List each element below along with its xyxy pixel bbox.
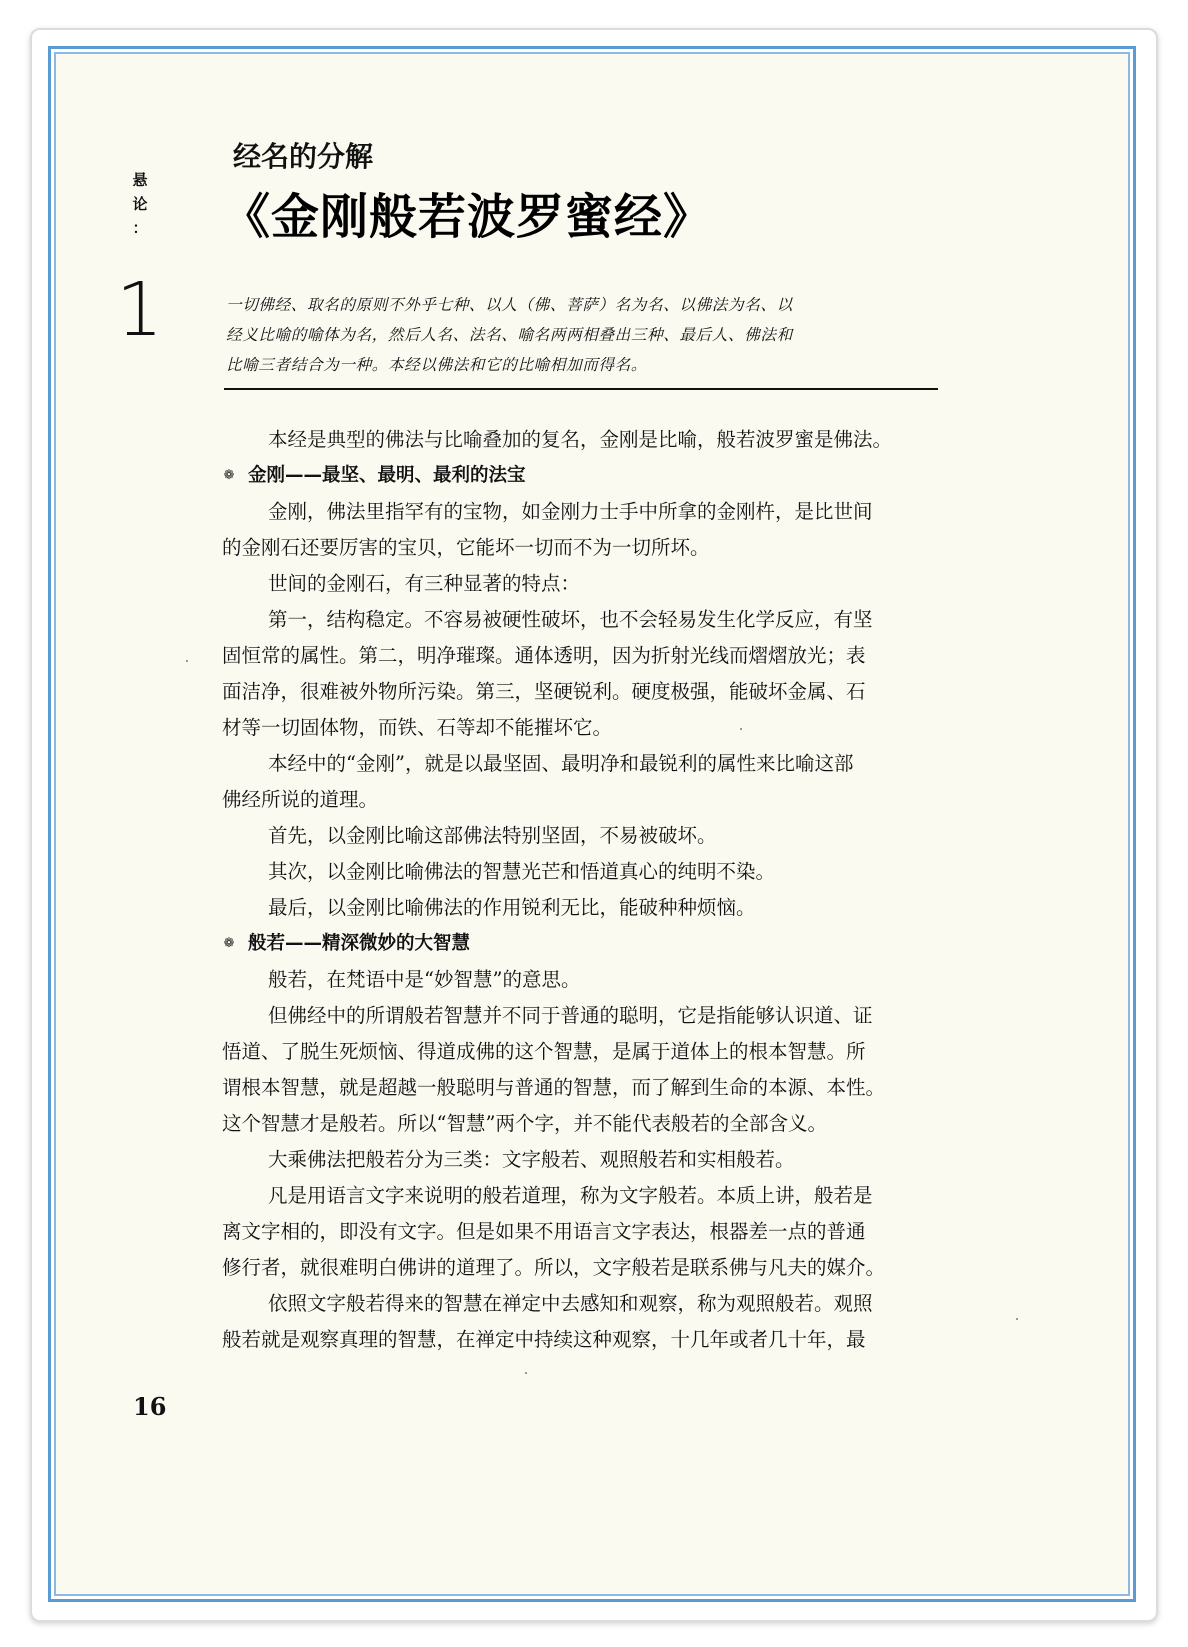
paragraph-line: 固恒常的属性。第二，明净璀璨。通体透明，因为折射光线而熠熠放光；表 — [222, 644, 866, 667]
scan-speck — [740, 728, 742, 730]
paragraph-line: 但佛经中的所谓般若智慧并不同于普通的聪明，它是指能够认识道、证 — [268, 1004, 873, 1027]
paragraph-line: 本经中的“金刚”，就是以最坚固、最明净和最锐利的属性来比喻这部 — [268, 752, 854, 775]
scan-speck — [186, 660, 188, 662]
subheading-text: 金刚——最坚、最明、最利的法宝 — [248, 465, 526, 486]
paragraph-line: 般若，在梵语中是“妙智慧”的意思。 — [268, 968, 581, 991]
paragraph-line: 本经是典型的佛法与比喻叠加的复名，金刚是比喻，般若波罗蜜是佛法。 — [268, 428, 893, 451]
paragraph-line: 大乘佛法把般若分为三类：文字般若、观照般若和实相般若。 — [268, 1148, 795, 1171]
abstract — [226, 290, 938, 380]
scan-speck — [525, 1372, 527, 1374]
abstract-line: 经义比喻的喻体为名，然后人名、法名、喻名两两相叠出三种、最后人、佛法和 — [226, 326, 793, 344]
paragraph-line: 首先，以金刚比喻这部佛法特别坚固，不易被破坏。 — [268, 824, 717, 847]
paragraph-line: 材等一切固体物，而铁、石等却不能摧坏它。 — [222, 716, 613, 739]
paragraph-line: 世间的金刚石，有三种显著的特点： — [268, 572, 581, 595]
paragraph-line: 其次，以金刚比喻佛法的智慧光芒和悟道真心的纯明不染。 — [268, 860, 776, 883]
body-text — [222, 422, 938, 1358]
abstract-line: 一切佛经、取名的原则不外乎七种、以人（佛、菩萨）名为名、以佛法为名、以 — [226, 296, 793, 314]
subheading-text: 般若——精深微妙的大智慧 — [248, 933, 471, 954]
paragraph-line: 最后，以金刚比喻佛法的作用锐利无比，能破种种烦恼。 — [268, 896, 756, 919]
section-subtitle: 经名的分解 — [233, 140, 374, 173]
chapter-number: 1 — [116, 267, 164, 353]
subheading-prajna — [222, 926, 938, 962]
flower-bullet-icon: ❁ — [223, 936, 235, 951]
page-number: 16 — [133, 1392, 167, 1421]
paragraph-line: 般若就是观察真理的智慧，在禅定中持续这种观察，十几年或者几十年，最 — [222, 1328, 866, 1351]
abstract-line: 比喻三者结合为一种。本经以佛法和它的比喻相加而得名。 — [226, 356, 648, 374]
section-title: 《金刚般若波罗蜜经》 — [222, 189, 713, 245]
side-label-char: ： — [132, 219, 148, 237]
paragraph-line: 第一，结构稳定。不容易被硬性破坏，也不会轻易发生化学反应，有坚 — [268, 608, 873, 631]
paragraph-line: 凡是用语言文字来说明的般若道理，称为文字般若。本质上讲，般若是 — [268, 1184, 873, 1207]
paragraph-line: 修行者，就很难明白佛讲的道理了。所以，文字般若是联系佛与凡夫的媒介。 — [222, 1256, 886, 1279]
paragraph-line: 金刚，佛法里指罕有的宝物，如金刚力士手中所拿的金刚杵，是比世间 — [268, 500, 873, 523]
scan-speck — [1016, 1318, 1018, 1320]
paragraph-line: 依照文字般若得来的智慧在禅定中去感知和观察，称为观照般若。观照 — [268, 1292, 873, 1315]
paragraph-line: 离文字相的，即没有文字。但是如果不用语言文字表达，根器差一点的普通 — [222, 1220, 866, 1243]
paragraph-line: 面洁净，很难被外物所污染。第三，坚硬锐利。硬度极强，能破坏金属、石 — [222, 680, 866, 703]
paragraph-line: 佛经所说的道理。 — [222, 788, 379, 811]
paragraph-line: 的金刚石还要厉害的宝贝，它能坏一切而不为一切所坏。 — [222, 536, 710, 559]
side-label-char: 论 — [132, 195, 148, 213]
side-section-label — [130, 168, 150, 240]
subheading-vajra — [222, 458, 938, 494]
divider-rule — [224, 388, 938, 390]
flower-bullet-icon: ❁ — [223, 468, 235, 483]
paragraph-line: 这个智慧才是般若。所以“智慧”两个字，并不能代表般若的全部含义。 — [222, 1112, 827, 1135]
paragraph-line: 悟道、了脱生死烦恼、得道成佛的这个智慧，是属于道体上的根本智慧。所 — [222, 1040, 866, 1063]
paragraph-line: 谓根本智慧，就是超越一般聪明与普通的智慧，而了解到生命的本源、本性。 — [222, 1076, 886, 1099]
side-label-char: 悬 — [132, 171, 148, 189]
